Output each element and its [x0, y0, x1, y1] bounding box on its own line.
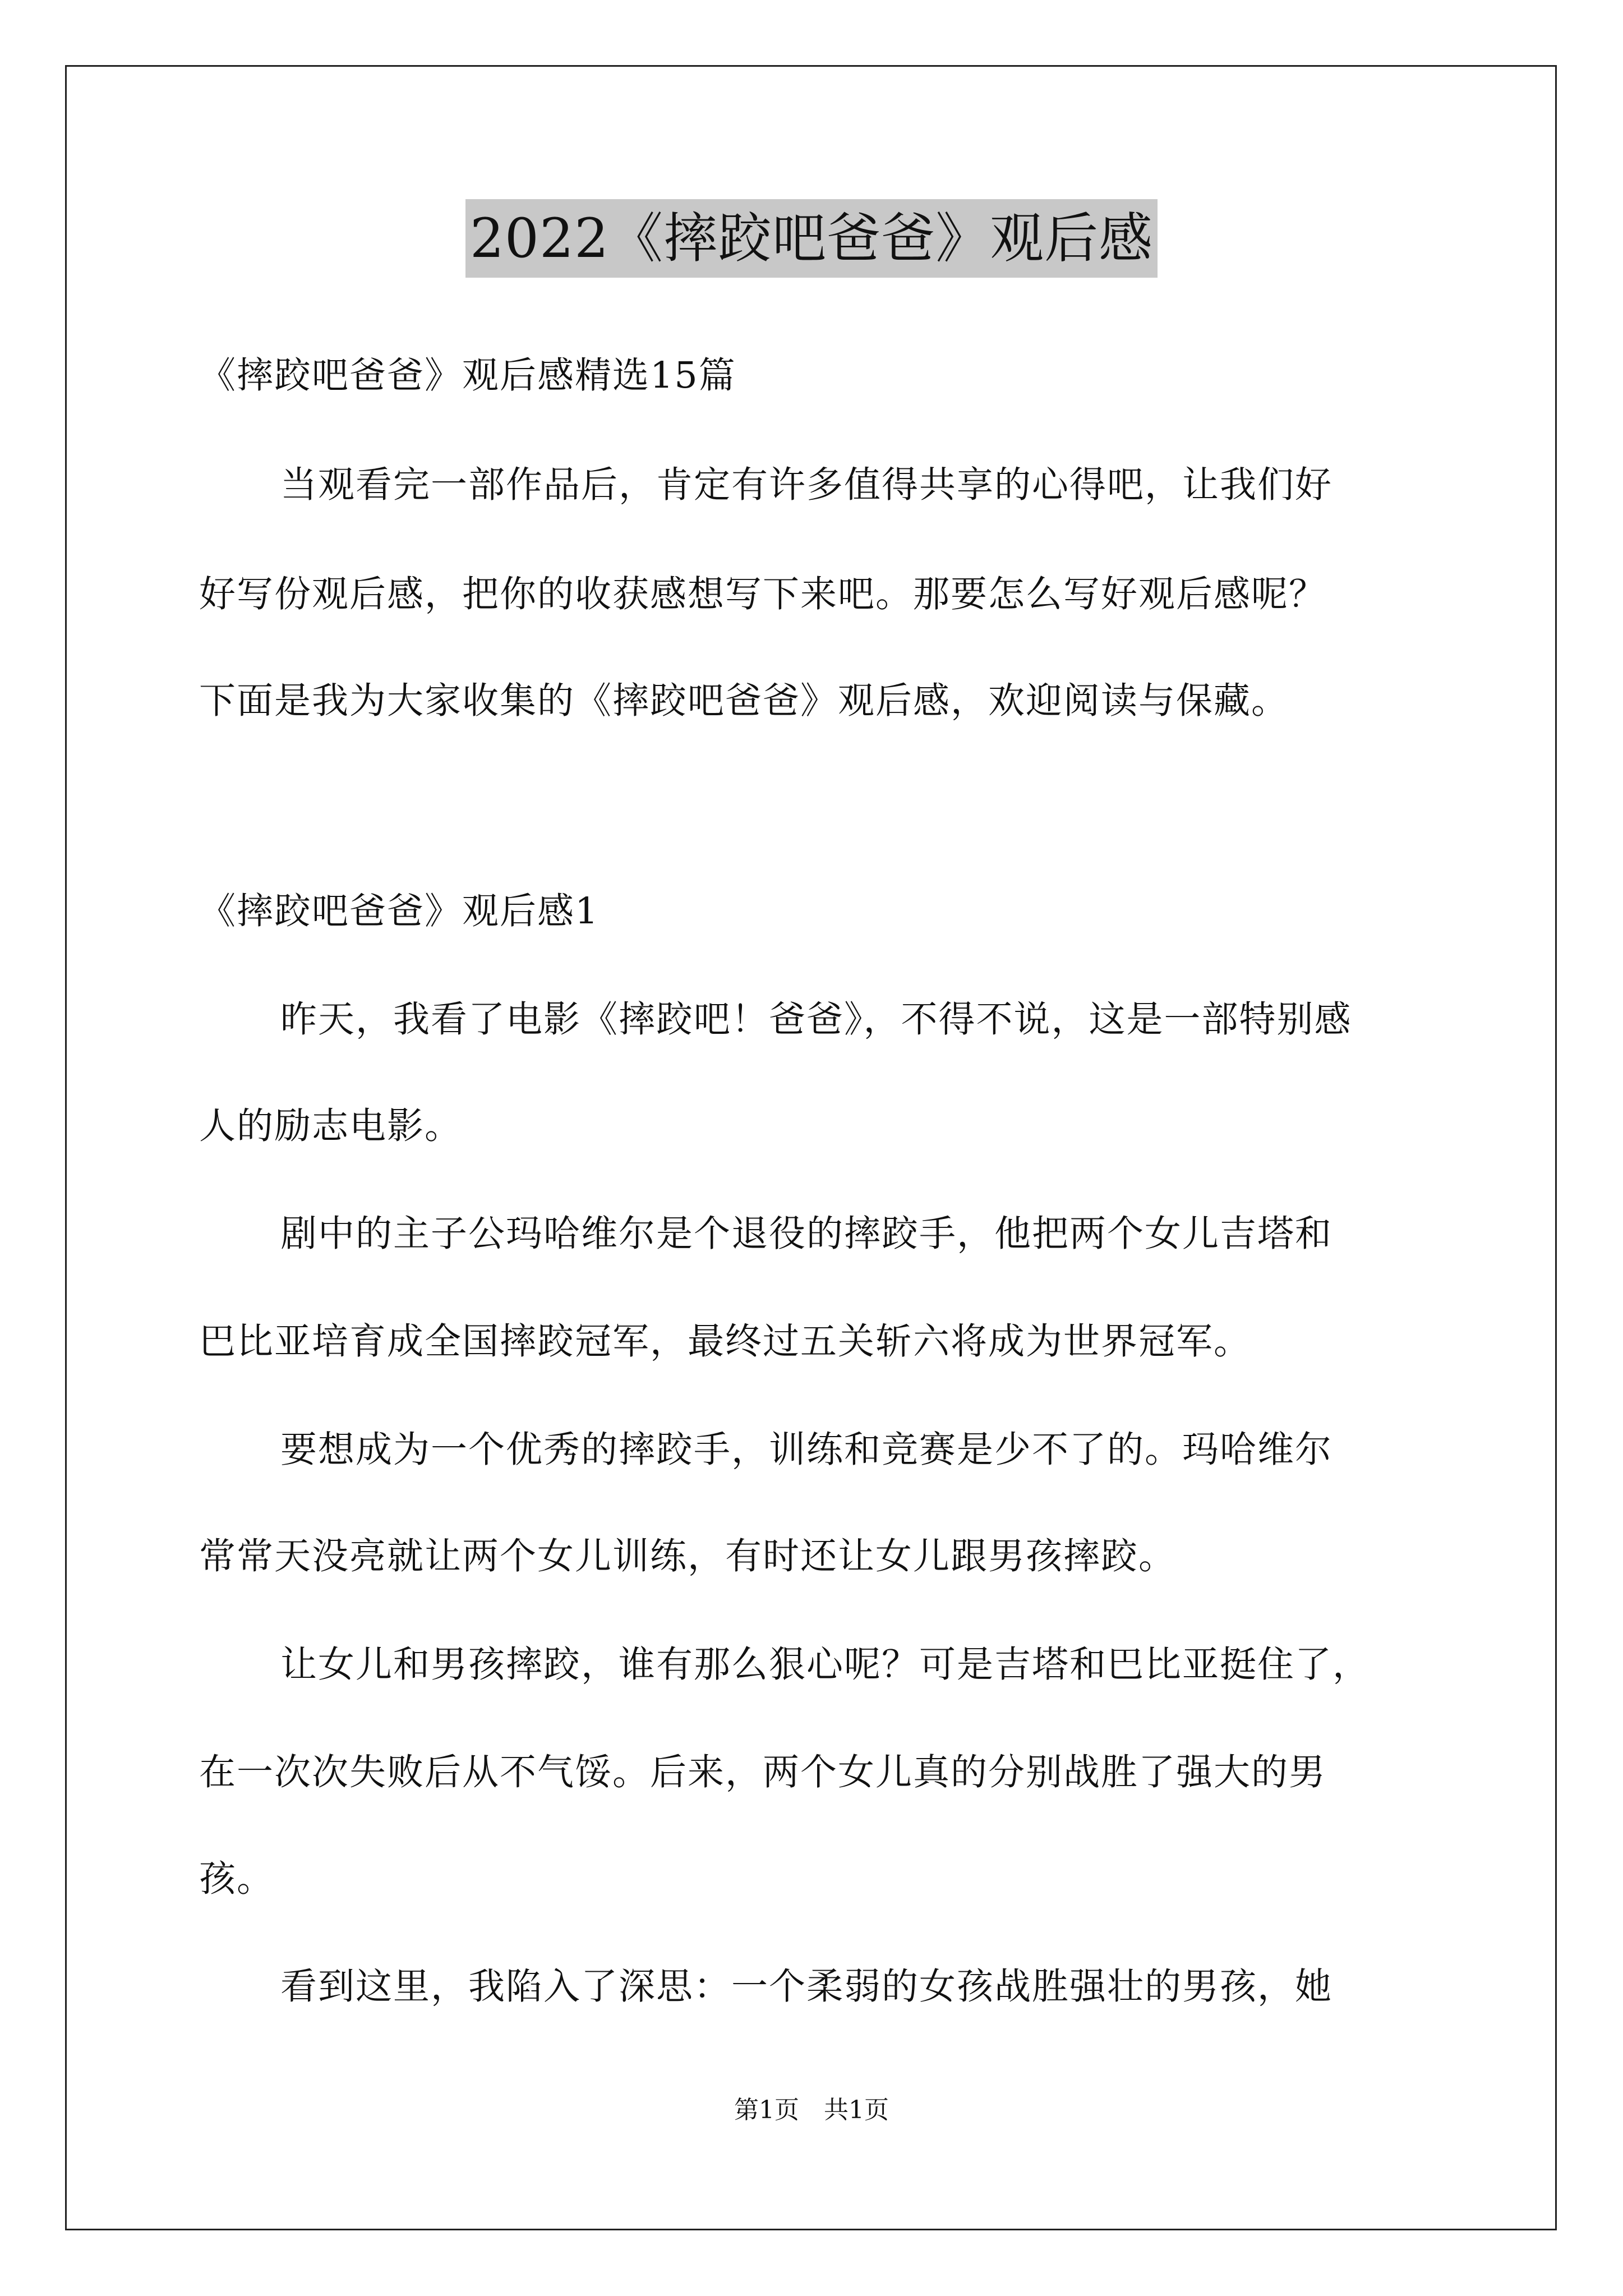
paragraph-line: 常常天没亮就让两个女儿训练，有时还让女儿跟男孩摔跤。 — [199, 1535, 1177, 1577]
subtitle: 《摔跤吧爸爸》观后感精选15篇 — [199, 355, 736, 397]
paragraph-line: 人的励志电影。 — [199, 1105, 463, 1147]
paragraph-line: 下面是我为大家收集的《摔跤吧爸爸》观后感，欢迎阅读与保藏。 — [199, 680, 1289, 722]
paragraph-line: 昨天，我看了电影《摔跤吧！爸爸》，不得不说，这是一部特别感 — [280, 999, 1352, 1041]
paragraph-line: 要想成为一个优秀的摔跤手，训练和竞赛是少不了的。玛哈维尔 — [280, 1429, 1333, 1471]
page-number-footer: 第1页 共1页 — [734, 2096, 889, 2124]
paragraph-line: 看到这里，我陷入了深思：一个柔弱的女孩战胜强壮的男孩，她 — [280, 1966, 1333, 2008]
section-heading: 《摔跤吧爸爸》观后感1 — [199, 890, 600, 932]
paragraph-line: 剧中的主子公玛哈维尔是个退役的摔跤手，他把两个女儿吉塔和 — [280, 1213, 1333, 1255]
paragraph-line: 孩。 — [199, 1858, 275, 1900]
paragraph-line: 好写份观后感，把你的收获感想写下来吧。那要怎么写好观后感呢？ — [199, 573, 1327, 615]
document-title: 2022《摔跤吧爸爸》观后感 — [465, 199, 1158, 278]
paragraph-line: 让女儿和男孩摔跤，谁有那么狠心呢？可是吉塔和巴比亚挺住了， — [280, 1644, 1371, 1686]
title-container — [0, 199, 1623, 278]
paragraph-line: 巴比亚培育成全国摔跤冠军，最终过五关斩六将成为世界冠军。 — [199, 1320, 1252, 1363]
paragraph-line: 在一次次失败后从不气馁。后来，两个女儿真的分别战胜了强大的男 — [199, 1751, 1327, 1793]
paragraph-line: 当观看完一部作品后，肯定有许多值得共享的心得吧，让我们好 — [280, 464, 1333, 506]
